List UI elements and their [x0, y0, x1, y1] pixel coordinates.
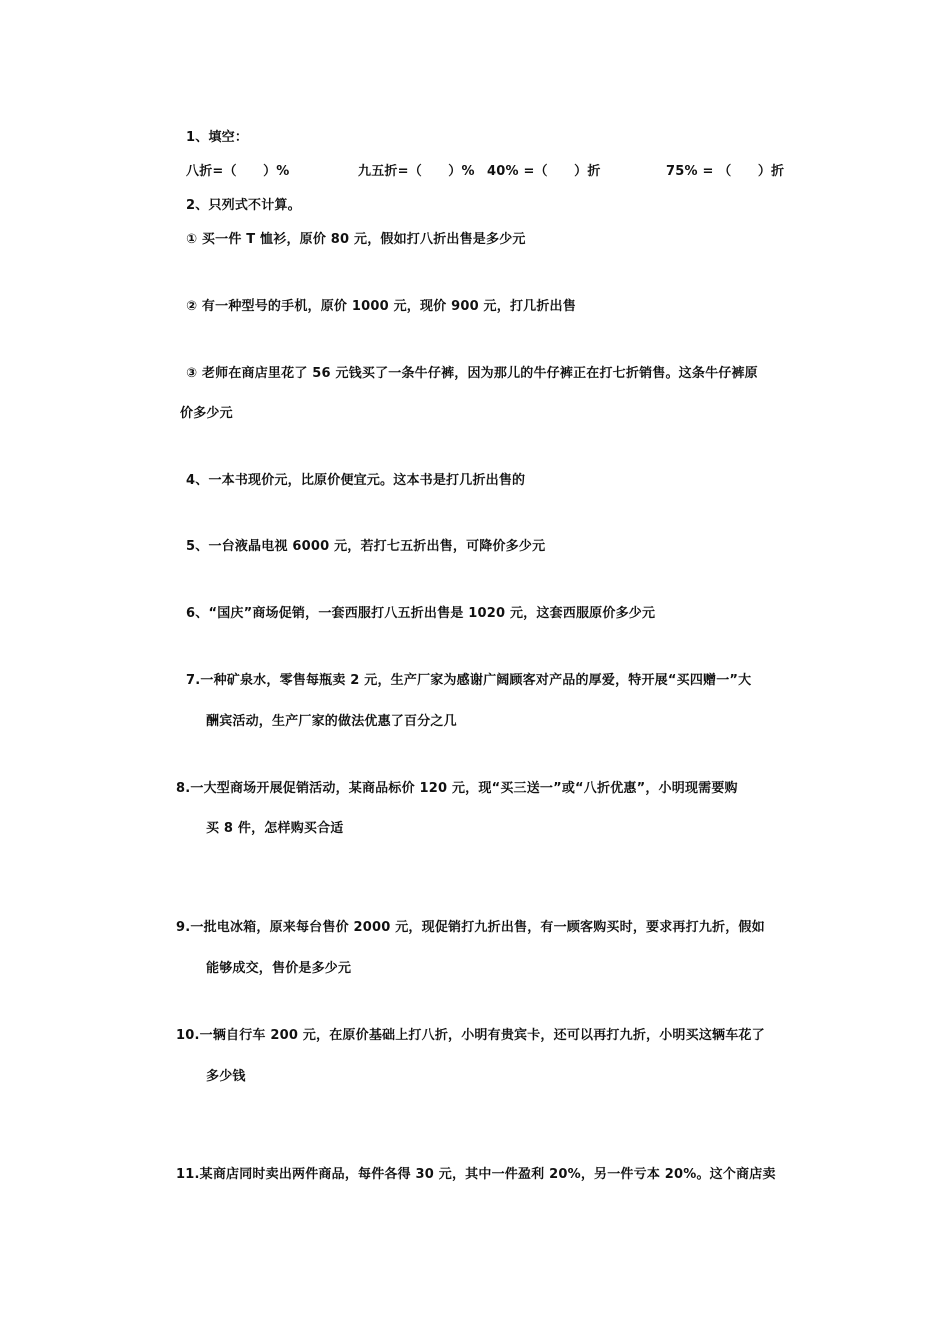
- question-text: 10.一辆自行车 200 元，在原价基础上打八折，小明有贵宾卡，还可以再打九折，小明买这辆车花了: [176, 1028, 765, 1043]
- section1-heading: 1、填空：: [186, 130, 249, 145]
- question-text: ③ 老师在商店里花了 56 元钱买了一条牛仔裤，因为那儿的牛仔裤正在打七折销售。这条牛仔裤原: [186, 366, 758, 381]
- question-text: 5、一台液晶电视 6000 元，若打七五折出售，可降价多少元: [186, 539, 546, 554]
- fill-blank-item: 40% =（ ）折: [487, 164, 601, 179]
- question-text: 价多少元: [180, 406, 233, 421]
- fill-blank-item: 75% = （ ）折: [666, 164, 785, 179]
- question-text: 买 8 件，怎样购买合适: [206, 821, 344, 836]
- question-text: 11.某商店同时卖出两件商品，每件各得 30 元，其中一件盈利 20%，另一件亏本 20%。这个商店卖: [176, 1167, 776, 1182]
- section2-heading: 2、只列式不计算。: [186, 198, 301, 213]
- fill-blank-item: 八折=（ ）%: [186, 164, 290, 179]
- question-text: ① 买一件 T 恤衫，原价 80 元，假如打八折出售是多少元: [186, 232, 526, 247]
- question-text: 4、一本书现价元，比原价便宜元。这本书是打几折出售的: [186, 473, 526, 488]
- question-text: 酬宾活动，生产厂家的做法优惠了百分之几: [206, 714, 457, 729]
- question-text: ② 有一种型号的手机，原价 1000 元，现价 900 元，打几折出售: [186, 299, 576, 314]
- fill-blank-item: 九五折=（ ）%: [358, 164, 475, 179]
- question-text: 能够成交，售价是多少元: [206, 961, 352, 976]
- question-text: 9.一批电冰箱，原来每台售价 2000 元，现促销打九折出售，有一顾客购买时，要求再打九折，假如: [176, 920, 765, 935]
- question-text: 6、“国庆”商场促销，一套西服打八五折出售是 1020 元，这套西服原价多少元: [186, 606, 656, 621]
- question-text: 8.一大型商场开展促销活动，某商品标价 120 元，现“买三送一”或“八折优惠”，小明现需要购: [176, 781, 738, 796]
- question-text: 多少钱: [206, 1069, 246, 1084]
- question-text: 7.一种矿泉水，零售每瓶卖 2 元，生产厂家为感谢广阔顾客对产品的厚爱，特开展“买四赠一”大: [186, 673, 752, 688]
